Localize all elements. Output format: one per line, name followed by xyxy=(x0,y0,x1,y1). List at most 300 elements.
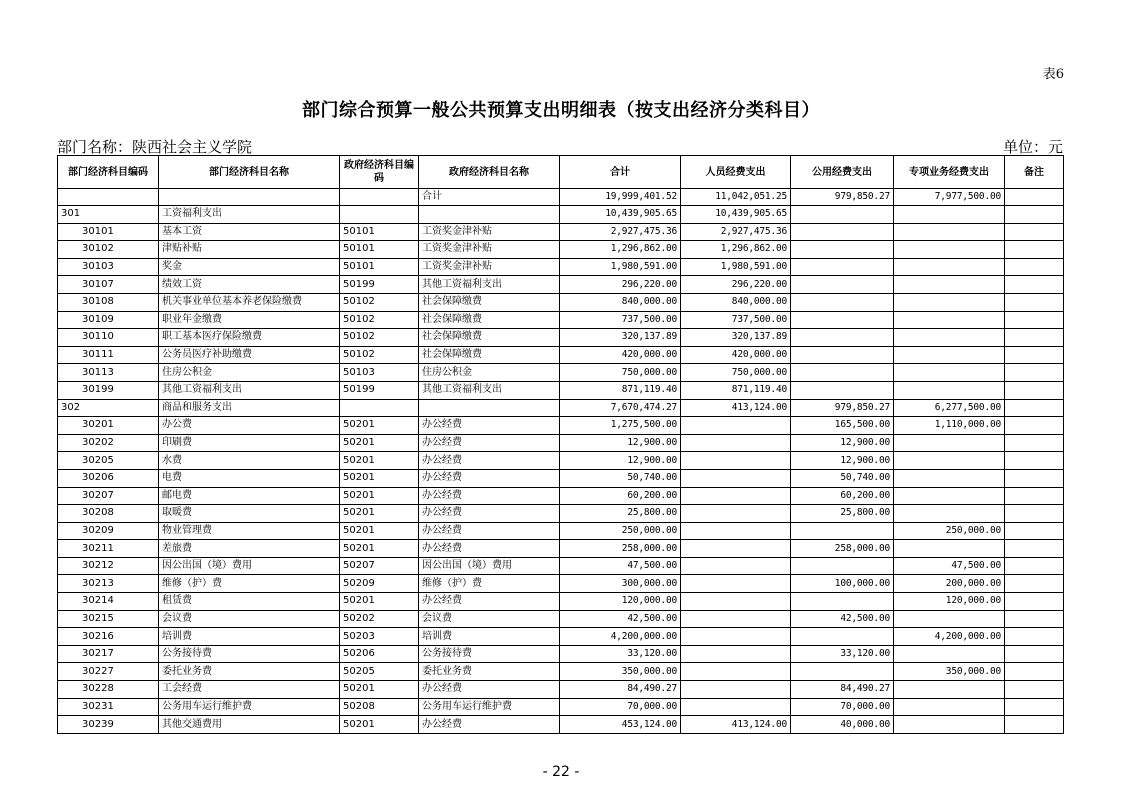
gov-code-cell: 50101 xyxy=(340,241,419,259)
note-cell xyxy=(1005,593,1064,611)
gov-name-cell: 工资奖金津补贴 xyxy=(419,223,560,241)
gov-name-cell: 工资奖金津补贴 xyxy=(419,258,560,276)
column-header: 人员经费支出 xyxy=(681,156,791,189)
gov-code-cell: 50101 xyxy=(340,223,419,241)
note-cell xyxy=(1005,557,1064,575)
gov-code-cell: 50203 xyxy=(340,628,419,646)
personnel-cell: 840,000.00 xyxy=(681,293,791,311)
total-cell: 1,275,500.00 xyxy=(560,417,681,435)
table-row xyxy=(58,487,1064,505)
gov-code-cell: 50201 xyxy=(340,505,419,523)
gov-code-cell: 50199 xyxy=(340,276,419,294)
total-cell: 10,439,905.65 xyxy=(560,206,681,224)
column-header: 部门经济科目编码 xyxy=(58,156,159,189)
gov-name-cell: 办公经费 xyxy=(419,452,560,470)
dept-code-cell: 30207 xyxy=(58,487,159,505)
dept-name-cell: 印刷费 xyxy=(159,434,340,452)
special-cell: 350,000.00 xyxy=(894,663,1005,681)
dept-code-cell: 30101 xyxy=(58,223,159,241)
gov-name-cell: 社会保障缴费 xyxy=(419,329,560,347)
gov-name-cell: 公务用车运行维护费 xyxy=(419,698,560,716)
total-cell: 12,900.00 xyxy=(560,452,681,470)
public-cell: 979,850.27 xyxy=(791,189,894,206)
special-cell xyxy=(894,311,1005,329)
dept-code-cell: 30211 xyxy=(58,540,159,558)
note-cell xyxy=(1005,258,1064,276)
total-cell: 2,927,475.36 xyxy=(560,223,681,241)
gov-code-cell: 50201 xyxy=(340,716,419,734)
dept-code-cell: 30199 xyxy=(58,381,159,399)
personnel-cell: 420,000.00 xyxy=(681,346,791,364)
table-row xyxy=(58,522,1064,540)
dept-name-cell: 公务员医疗补助缴费 xyxy=(159,346,340,364)
note-cell xyxy=(1005,346,1064,364)
special-cell xyxy=(894,681,1005,699)
gov-code-cell: 50199 xyxy=(340,381,419,399)
special-cell: 1,110,000.00 xyxy=(894,417,1005,435)
dept-name-cell: 办公费 xyxy=(159,417,340,435)
unit-label: 单位：元 xyxy=(1002,138,1063,156)
table-row xyxy=(58,540,1064,558)
personnel-cell xyxy=(681,487,791,505)
note-cell xyxy=(1005,469,1064,487)
total-cell: 840,000.00 xyxy=(560,293,681,311)
total-cell: 258,000.00 xyxy=(560,540,681,558)
personnel-cell: 750,000.00 xyxy=(681,364,791,382)
note-cell xyxy=(1005,681,1064,699)
total-cell: 1,980,591.00 xyxy=(560,258,681,276)
gov-code-cell xyxy=(340,189,419,206)
note-cell xyxy=(1005,364,1064,382)
gov-name-cell: 办公经费 xyxy=(419,469,560,487)
personnel-cell xyxy=(681,610,791,628)
dept-name-cell: 奖金 xyxy=(159,258,340,276)
dept-name-cell: 公务用车运行维护费 xyxy=(159,698,340,716)
total-cell: 300,000.00 xyxy=(560,575,681,593)
dept-code-cell: 30228 xyxy=(58,681,159,699)
personnel-cell: 296,220.00 xyxy=(681,276,791,294)
total-cell: 1,296,862.00 xyxy=(560,241,681,259)
dept-code-cell: 30213 xyxy=(58,575,159,593)
note-cell xyxy=(1005,381,1064,399)
note-cell xyxy=(1005,575,1064,593)
dept-code-cell: 302 xyxy=(58,399,159,417)
personnel-cell xyxy=(681,628,791,646)
page-number: - 22 - xyxy=(542,764,580,780)
gov-name-cell: 办公经费 xyxy=(419,487,560,505)
personnel-cell: 10,439,905.65 xyxy=(681,206,791,224)
dept-code-cell: 30201 xyxy=(58,417,159,435)
special-cell xyxy=(894,716,1005,734)
column-header: 部门经济科目名称 xyxy=(159,156,340,189)
note-cell xyxy=(1005,645,1064,663)
table-row xyxy=(58,258,1064,276)
gov-code-cell xyxy=(340,206,419,224)
dept-code-cell: 30113 xyxy=(58,364,159,382)
note-cell xyxy=(1005,417,1064,435)
special-cell: 4,200,000.00 xyxy=(894,628,1005,646)
table-row xyxy=(58,681,1064,699)
public-cell: 84,490.27 xyxy=(791,681,894,699)
personnel-cell: 871,119.40 xyxy=(681,381,791,399)
gov-name-cell: 办公经费 xyxy=(419,681,560,699)
public-cell: 25,800.00 xyxy=(791,505,894,523)
public-cell xyxy=(791,522,894,540)
dept-code-cell: 30227 xyxy=(58,663,159,681)
dept-code-cell: 30239 xyxy=(58,716,159,734)
special-cell xyxy=(894,505,1005,523)
gov-code-cell: 50205 xyxy=(340,663,419,681)
gov-code-cell: 50208 xyxy=(340,698,419,716)
personnel-cell: 413,124.00 xyxy=(681,399,791,417)
dept-name-cell: 委托业务费 xyxy=(159,663,340,681)
table-row xyxy=(58,452,1064,470)
dept-name-cell: 邮电费 xyxy=(159,487,340,505)
gov-code-cell: 50201 xyxy=(340,469,419,487)
gov-name-cell: 办公经费 xyxy=(419,417,560,435)
note-cell xyxy=(1005,206,1064,224)
special-cell: 120,000.00 xyxy=(894,593,1005,611)
gov-code-cell: 50201 xyxy=(340,681,419,699)
personnel-cell xyxy=(681,505,791,523)
dept-name-cell: 维修（护）费 xyxy=(159,575,340,593)
gov-name-cell xyxy=(419,399,560,417)
table-row xyxy=(58,645,1064,663)
note-cell xyxy=(1005,223,1064,241)
dept-code-cell: 30215 xyxy=(58,610,159,628)
public-cell xyxy=(791,258,894,276)
dept-code-cell: 30216 xyxy=(58,628,159,646)
gov-code-cell: 50102 xyxy=(340,329,419,347)
total-cell: 25,800.00 xyxy=(560,505,681,523)
personnel-cell: 1,296,862.00 xyxy=(681,241,791,259)
dept-code-cell xyxy=(58,189,159,206)
personnel-cell xyxy=(681,540,791,558)
public-cell xyxy=(791,663,894,681)
public-cell: 42,500.00 xyxy=(791,610,894,628)
gov-name-cell: 维修（护）费 xyxy=(419,575,560,593)
dept-name-cell: 商品和服务支出 xyxy=(159,399,340,417)
gov-name-cell: 会议费 xyxy=(419,610,560,628)
table-row xyxy=(58,716,1064,734)
table-row xyxy=(58,223,1064,241)
gov-name-cell: 其他工资福利支出 xyxy=(419,381,560,399)
column-header: 专项业务经费支出 xyxy=(894,156,1005,189)
personnel-cell xyxy=(681,645,791,663)
gov-name-cell: 办公经费 xyxy=(419,522,560,540)
special-cell: 250,000.00 xyxy=(894,522,1005,540)
gov-code-cell: 50103 xyxy=(340,364,419,382)
note-cell xyxy=(1005,276,1064,294)
table-row xyxy=(58,293,1064,311)
dept-name-cell: 基本工资 xyxy=(159,223,340,241)
gov-name-cell: 合计 xyxy=(419,189,560,206)
note-cell xyxy=(1005,293,1064,311)
special-cell xyxy=(894,452,1005,470)
total-cell: 12,900.00 xyxy=(560,434,681,452)
table-row xyxy=(58,329,1064,347)
special-cell xyxy=(894,540,1005,558)
special-cell xyxy=(894,364,1005,382)
gov-code-cell: 50201 xyxy=(340,593,419,611)
total-cell: 7,670,474.27 xyxy=(560,399,681,417)
personnel-cell xyxy=(681,452,791,470)
dept-name-cell: 住房公积金 xyxy=(159,364,340,382)
dept-name-cell: 培训费 xyxy=(159,628,340,646)
public-cell: 258,000.00 xyxy=(791,540,894,558)
personnel-cell: 1,980,591.00 xyxy=(681,258,791,276)
dept-code-cell: 30111 xyxy=(58,346,159,364)
gov-name-cell: 办公经费 xyxy=(419,505,560,523)
dept-name-cell: 因公出国（境）费用 xyxy=(159,557,340,575)
table-row xyxy=(58,628,1064,646)
public-cell: 979,850.27 xyxy=(791,399,894,417)
personnel-cell xyxy=(681,698,791,716)
gov-code-cell: 50209 xyxy=(340,575,419,593)
table-row xyxy=(58,189,1064,206)
personnel-cell xyxy=(681,417,791,435)
dept-code-cell: 30102 xyxy=(58,241,159,259)
dept-code-cell: 30109 xyxy=(58,311,159,329)
special-cell xyxy=(894,329,1005,347)
gov-code-cell: 50201 xyxy=(340,434,419,452)
gov-code-cell: 50206 xyxy=(340,645,419,663)
total-cell: 19,999,401.52 xyxy=(560,189,681,206)
total-cell: 33,120.00 xyxy=(560,645,681,663)
dept-name-cell: 差旅费 xyxy=(159,540,340,558)
column-header: 备注 xyxy=(1005,156,1064,189)
total-cell: 47,500.00 xyxy=(560,557,681,575)
special-cell xyxy=(894,258,1005,276)
dept-name-cell: 其他交通费用 xyxy=(159,716,340,734)
gov-name-cell: 委托业务费 xyxy=(419,663,560,681)
note-cell xyxy=(1005,189,1064,206)
dept-name-cell: 物业管理费 xyxy=(159,522,340,540)
gov-name-cell: 社会保障缴费 xyxy=(419,311,560,329)
dept-name-cell: 工资福利支出 xyxy=(159,206,340,224)
gov-name-cell: 办公经费 xyxy=(419,593,560,611)
public-cell: 40,000.00 xyxy=(791,716,894,734)
table-row xyxy=(58,206,1064,224)
personnel-cell xyxy=(681,663,791,681)
table-body xyxy=(58,189,1064,734)
table-row xyxy=(58,276,1064,294)
table-row xyxy=(58,698,1064,716)
gov-code-cell: 50201 xyxy=(340,487,419,505)
dept-name-cell: 会议费 xyxy=(159,610,340,628)
public-cell xyxy=(791,223,894,241)
personnel-cell: 320,137.89 xyxy=(681,329,791,347)
dept-name-cell: 职工基本医疗保险缴费 xyxy=(159,329,340,347)
column-header: 公用经费支出 xyxy=(791,156,894,189)
note-cell xyxy=(1005,241,1064,259)
dept-code-cell: 30107 xyxy=(58,276,159,294)
total-cell: 120,000.00 xyxy=(560,593,681,611)
gov-code-cell: 50102 xyxy=(340,346,419,364)
total-cell: 750,000.00 xyxy=(560,364,681,382)
note-cell xyxy=(1005,452,1064,470)
public-cell: 12,900.00 xyxy=(791,434,894,452)
dept-code-cell: 30231 xyxy=(58,698,159,716)
total-cell: 871,119.40 xyxy=(560,381,681,399)
table-row xyxy=(58,417,1064,435)
dept-name-cell: 租赁费 xyxy=(159,593,340,611)
meta-row xyxy=(57,136,1063,156)
gov-name-cell xyxy=(419,206,560,224)
public-cell xyxy=(791,311,894,329)
personnel-cell xyxy=(681,557,791,575)
personnel-cell: 2,927,475.36 xyxy=(681,223,791,241)
gov-name-cell: 工资奖金津补贴 xyxy=(419,241,560,259)
note-cell xyxy=(1005,505,1064,523)
dept-name-cell: 其他工资福利支出 xyxy=(159,381,340,399)
public-cell xyxy=(791,381,894,399)
gov-name-cell: 社会保障缴费 xyxy=(419,293,560,311)
total-cell: 42,500.00 xyxy=(560,610,681,628)
dept-name-cell: 电费 xyxy=(159,469,340,487)
note-cell xyxy=(1005,311,1064,329)
note-cell xyxy=(1005,434,1064,452)
column-header: 政府经济科目编码 xyxy=(340,156,419,189)
personnel-cell xyxy=(681,681,791,699)
special-cell xyxy=(894,241,1005,259)
dept-code-cell: 30202 xyxy=(58,434,159,452)
public-cell: 50,740.00 xyxy=(791,469,894,487)
table-row xyxy=(58,364,1064,382)
personnel-cell: 737,500.00 xyxy=(681,311,791,329)
dept-name-cell: 公务接待费 xyxy=(159,645,340,663)
total-cell: 296,220.00 xyxy=(560,276,681,294)
special-cell xyxy=(894,381,1005,399)
note-cell xyxy=(1005,540,1064,558)
note-cell xyxy=(1005,522,1064,540)
special-cell xyxy=(894,645,1005,663)
personnel-cell: 413,124.00 xyxy=(681,716,791,734)
gov-code-cell: 50102 xyxy=(340,293,419,311)
public-cell xyxy=(791,206,894,224)
note-cell xyxy=(1005,628,1064,646)
special-cell: 47,500.00 xyxy=(894,557,1005,575)
note-cell xyxy=(1005,698,1064,716)
dept-name-cell: 取暖费 xyxy=(159,505,340,523)
special-cell xyxy=(894,346,1005,364)
dept-code-cell: 30206 xyxy=(58,469,159,487)
note-cell xyxy=(1005,610,1064,628)
public-cell xyxy=(791,329,894,347)
gov-code-cell: 50201 xyxy=(340,452,419,470)
special-cell xyxy=(894,223,1005,241)
special-cell xyxy=(894,469,1005,487)
dept-name-cell: 工会经费 xyxy=(159,681,340,699)
table-row xyxy=(58,434,1064,452)
dept-code-cell: 30209 xyxy=(58,522,159,540)
dept-name-cell: 津贴补贴 xyxy=(159,241,340,259)
public-cell xyxy=(791,241,894,259)
total-cell: 350,000.00 xyxy=(560,663,681,681)
gov-code-cell xyxy=(340,399,419,417)
page-title: 部门综合预算一般公共预算支出明细表（按支出经济分类科目） xyxy=(302,100,820,121)
table-row xyxy=(58,241,1064,259)
dept-code-cell: 30205 xyxy=(58,452,159,470)
department-name: 部门名称：陕西社会主义学院 xyxy=(57,138,253,156)
gov-code-cell: 50201 xyxy=(340,540,419,558)
dept-code-cell: 301 xyxy=(58,206,159,224)
table-row xyxy=(58,469,1064,487)
total-cell: 50,740.00 xyxy=(560,469,681,487)
gov-code-cell: 50202 xyxy=(340,610,419,628)
gov-name-cell: 办公经费 xyxy=(419,716,560,734)
special-cell: 7,977,500.00 xyxy=(894,189,1005,206)
gov-name-cell: 社会保障缴费 xyxy=(419,346,560,364)
gov-name-cell: 其他工资福利支出 xyxy=(419,276,560,294)
dept-name-cell: 水费 xyxy=(159,452,340,470)
public-cell xyxy=(791,628,894,646)
public-cell xyxy=(791,293,894,311)
special-cell xyxy=(894,276,1005,294)
note-cell xyxy=(1005,329,1064,347)
special-cell xyxy=(894,293,1005,311)
public-cell xyxy=(791,593,894,611)
total-cell: 84,490.27 xyxy=(560,681,681,699)
note-cell xyxy=(1005,399,1064,417)
table-header-row xyxy=(58,156,1064,189)
gov-code-cell: 50201 xyxy=(340,522,419,540)
column-header: 合计 xyxy=(560,156,681,189)
total-cell: 320,137.89 xyxy=(560,329,681,347)
table-row xyxy=(58,311,1064,329)
public-cell xyxy=(791,276,894,294)
table-number: 表6 xyxy=(1042,67,1064,82)
dept-code-cell: 30212 xyxy=(58,557,159,575)
gov-name-cell: 因公出国（境）费用 xyxy=(419,557,560,575)
special-cell xyxy=(894,487,1005,505)
table-row xyxy=(58,593,1064,611)
table-row xyxy=(58,575,1064,593)
table-row xyxy=(58,557,1064,575)
public-cell: 12,900.00 xyxy=(791,452,894,470)
special-cell xyxy=(894,434,1005,452)
personnel-cell xyxy=(681,434,791,452)
public-cell: 165,500.00 xyxy=(791,417,894,435)
gov-name-cell: 公务接待费 xyxy=(419,645,560,663)
dept-code-cell: 30110 xyxy=(58,329,159,347)
note-cell xyxy=(1005,663,1064,681)
table-row xyxy=(58,399,1064,417)
total-cell: 420,000.00 xyxy=(560,346,681,364)
public-cell: 60,200.00 xyxy=(791,487,894,505)
dept-code-cell: 30217 xyxy=(58,645,159,663)
dept-name-cell: 职业年金缴费 xyxy=(159,311,340,329)
dept-code-cell: 30103 xyxy=(58,258,159,276)
column-header: 政府经济科目名称 xyxy=(419,156,560,189)
dept-name-cell: 绩效工资 xyxy=(159,276,340,294)
gov-code-cell: 50207 xyxy=(340,557,419,575)
special-cell xyxy=(894,698,1005,716)
public-cell xyxy=(791,346,894,364)
total-cell: 70,000.00 xyxy=(560,698,681,716)
gov-code-cell: 50101 xyxy=(340,258,419,276)
total-cell: 737,500.00 xyxy=(560,311,681,329)
table-row xyxy=(58,346,1064,364)
special-cell: 6,277,500.00 xyxy=(894,399,1005,417)
personnel-cell: 11,042,051.25 xyxy=(681,189,791,206)
public-cell: 33,120.00 xyxy=(791,645,894,663)
note-cell xyxy=(1005,716,1064,734)
total-cell: 60,200.00 xyxy=(560,487,681,505)
dept-code-cell: 30208 xyxy=(58,505,159,523)
special-cell: 200,000.00 xyxy=(894,575,1005,593)
public-cell: 100,000.00 xyxy=(791,575,894,593)
